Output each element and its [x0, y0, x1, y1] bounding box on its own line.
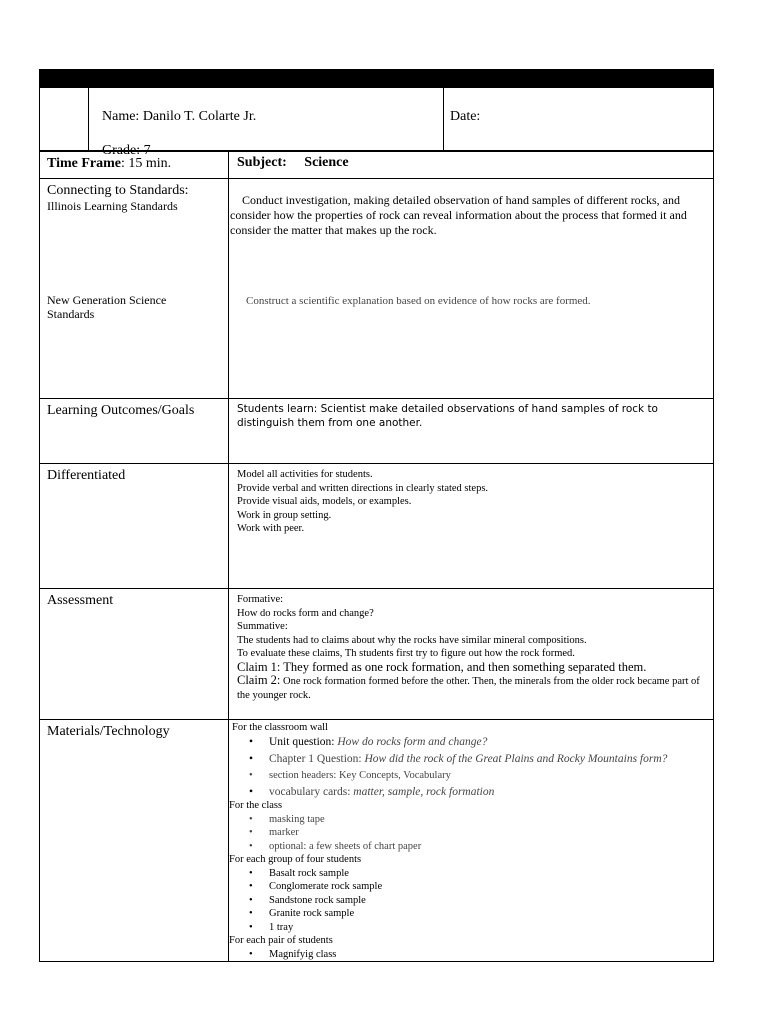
subject-cell [229, 152, 714, 179]
group-heading: For each group of four students [229, 854, 362, 865]
list-item: • Conglomerate rock sample [269, 880, 713, 894]
standards-heading: Connecting to Standards: [47, 183, 189, 198]
ngss-text: Construct a scientific explanation based on evidence of how rocks are formed. [246, 295, 591, 307]
ngss-label: New Generation Science Standards [47, 293, 167, 321]
outcomes-label-cell [40, 399, 229, 464]
differentiated-label-cell [40, 464, 229, 589]
list-item: • vocabulary cards: matter, sample, rock formation [269, 785, 713, 799]
outcomes-text: Students learn: Scientist make detailed observations of hand samples of rock to distinguish them from one another. [237, 403, 658, 429]
diff-item: Model all activities for students. [237, 469, 373, 480]
materials-label: Materials/Technology [47, 724, 170, 739]
assessment-label: Assessment [47, 593, 114, 608]
header-info [39, 88, 714, 158]
summative-label: Summative: [237, 621, 288, 632]
list-item: • Magnifyig class [269, 948, 713, 962]
claim-1: Claim 1: They formed as one rock formation, and then something separated them. [237, 659, 647, 674]
lesson-table [39, 151, 714, 962]
materials-label-cell [40, 720, 229, 962]
outcomes-content-cell [229, 399, 714, 464]
wall-list [229, 735, 713, 800]
group-list [229, 867, 713, 935]
illinois-label: Illinois Learning Standards [47, 199, 178, 213]
list-item: • masking tape [269, 813, 713, 827]
formative-question: How do rocks form and change? [237, 607, 374, 619]
list-item: • Sandstone rock sample [269, 894, 713, 908]
subject-value: Science [304, 155, 349, 170]
standards-label-cell [40, 179, 229, 399]
wall-heading: For the classroom wall [232, 722, 328, 733]
date-field: Date: [450, 109, 481, 124]
assessment-label-cell [40, 589, 229, 720]
list-item: • Basalt rock sample [269, 867, 713, 881]
claim-2: Claim 2: One rock formation formed before the other. Then, the minerals from the older rock became part of the younger rock. [237, 673, 700, 701]
summative-line: To evaluate these claims, Th students first try to figure out how the rock formed. [237, 648, 575, 659]
list-item: • marker [269, 826, 713, 840]
class-heading: For the class [229, 800, 283, 811]
pair-list [229, 948, 713, 962]
diff-item: Work with peer. [237, 523, 305, 534]
pair-heading: For each pair of students [229, 935, 333, 946]
illinois-text: Conduct investigation, making detailed observation of hand samples of different rocks, and consider how the properties of rock can reveal information about the process that formed it and consider the matter that makes up the rock. [230, 193, 687, 237]
list-item: • Chapter 1 Question: How did the rock of the Great Plains and Rocky Mountains form? [269, 752, 713, 766]
class-list [229, 813, 713, 854]
differentiated-content-cell [229, 464, 714, 589]
lesson-plan-form [39, 69, 714, 962]
summative-line: The students had to claims about why the rocks have similar mineral compositions. [237, 634, 587, 646]
differentiated-label: Differentiated [47, 468, 126, 483]
assessment-content-cell [229, 589, 714, 720]
list-item: • 1 tray [269, 921, 713, 935]
teacher-name: Name: Danilo T. Colarte Jr. [102, 109, 257, 124]
outcomes-label: Learning Outcomes/Goals [47, 403, 195, 418]
grade-level: Grade: 7 [102, 143, 151, 158]
time-frame-value: : 15 min. [121, 156, 172, 171]
materials-content-cell [229, 720, 714, 962]
list-item: • Granite rock sample [269, 907, 713, 921]
time-frame-label: Time Frame [47, 156, 121, 171]
diff-item: Work in group setting. [237, 509, 332, 521]
diff-item: Provide visual aids, models, or examples. [237, 496, 412, 507]
formative-label: Formative: [237, 594, 284, 605]
list-item: • section headers: Key Concepts, Vocabulary [269, 769, 713, 783]
header-bar [39, 69, 714, 88]
subject-label: Subject: [237, 155, 287, 170]
list-item: • Unit question: How do rocks form and change? [269, 735, 713, 749]
diff-item: Provide verbal and written directions in clearly stated steps. [237, 482, 489, 494]
list-item: • optional: a few sheets of chart paper [269, 840, 713, 854]
standards-content-cell [229, 179, 714, 399]
